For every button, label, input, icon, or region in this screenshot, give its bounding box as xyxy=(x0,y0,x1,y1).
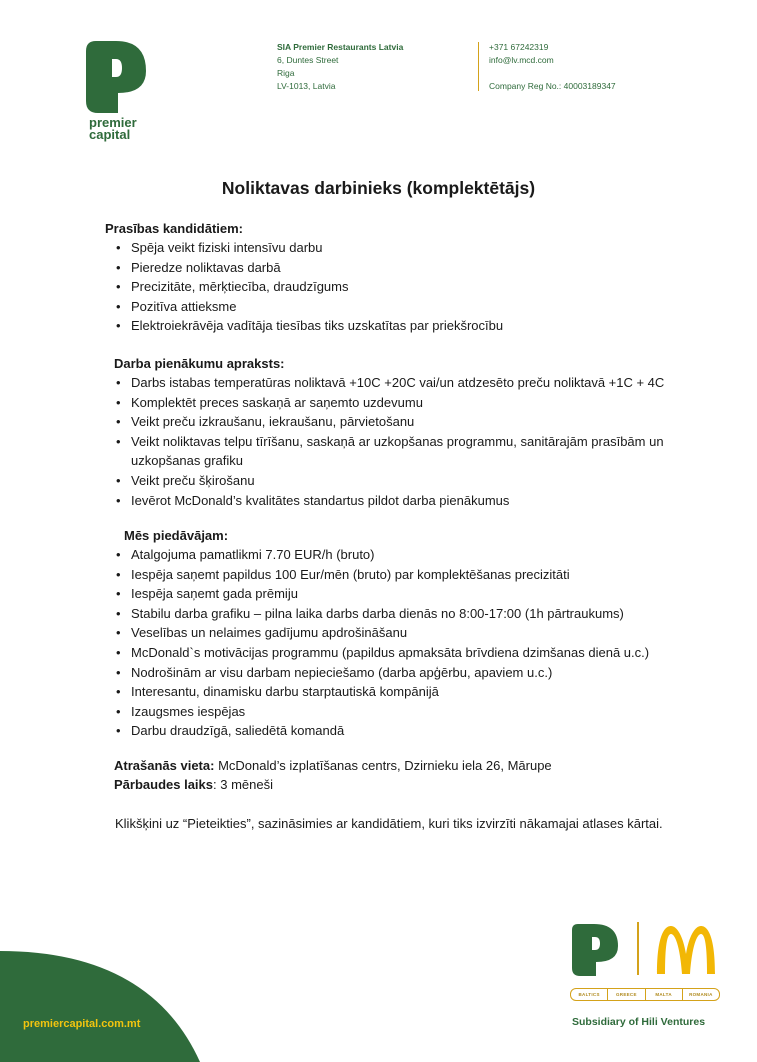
markets-bar xyxy=(570,988,720,1001)
market-malta: MALTA xyxy=(645,989,682,1000)
trial-value: : 3 mēneši xyxy=(213,777,273,792)
list-item: • Pieredze noliktavas darbā xyxy=(114,258,503,278)
address-line: LV-1013, Latvia xyxy=(277,81,336,91)
list-item: • Veikt noliktavas telpu tīrīšanu, saskaņā ar uzkopšanas programmu, sanitārajām prasībām un uzkopšanas grafiku xyxy=(114,432,714,471)
email: info@lv.mcd.com xyxy=(489,55,554,65)
trial-line xyxy=(114,775,273,795)
list-item: • Stabilu darba grafiku – pilna laika darbs darba dienās no 8:00-17:00 (1h pārtraukums) xyxy=(114,604,714,624)
list-item: • Veikt preču izkraušanu, iekraušanu, pārvietošanu xyxy=(114,412,714,432)
market-baltics: BALTICS xyxy=(578,992,600,997)
logo-wordmark xyxy=(89,117,137,141)
duties-heading: Darba pienākumu apraksts: xyxy=(114,356,285,371)
brand-divider xyxy=(637,922,639,975)
requirements-heading: Prasības kandidātiem: xyxy=(105,221,243,236)
company-reg: Company Reg No.: 40003189347 xyxy=(489,81,616,91)
trial-label: Pārbaudes laiks xyxy=(114,777,213,792)
footer-green-shape xyxy=(0,951,200,1062)
address-line: 6, Duntes Street xyxy=(277,55,339,65)
header-divider xyxy=(478,42,479,91)
footer-website-link[interactable]: premiercapital.com.mt xyxy=(23,1018,141,1030)
location-value: McDonald’s izplatīšanas centrs, Dzirnieku iela 26, Mārupe xyxy=(218,758,552,773)
list-item: • Iespēja saņemt papildus 100 Eur/mēn (bruto) par komplektēšanas precizitāti xyxy=(114,565,714,585)
list-item: • Precizitāte, mērķtiecība, draudzīgums xyxy=(114,277,503,297)
premier-capital-logo-icon xyxy=(86,41,148,113)
list-item: • Interesantu, dinamisku darbu starptautiskā kompānijā xyxy=(114,682,714,702)
list-item: • Iespēja saņemt gada prēmiju xyxy=(114,584,714,604)
subsidiary-text: Subsidiary of Hili Ventures xyxy=(572,1016,706,1028)
company-address-block xyxy=(277,41,403,93)
list-item: • Atalgojuma pamatlikmi 7.70 EUR/h (bruto) xyxy=(114,545,714,565)
market-greece: GREECE xyxy=(607,989,644,1000)
market-romania: ROMANIA xyxy=(682,989,719,1000)
location-label: Atrašanās vieta: xyxy=(114,758,215,773)
location-line xyxy=(114,756,552,776)
logo-line-1: premier xyxy=(89,115,137,130)
premier-capital-p-icon xyxy=(572,924,620,976)
list-item: • Veselības un nelaimes gadījumu apdrošināšanu xyxy=(114,623,714,643)
address-line: Riga xyxy=(277,68,295,78)
list-item: • Elektroiekrāvēja vadītāja tiesības tiks uzskatītas par priekšrocību xyxy=(114,316,503,336)
list-item: • Izaugsmes iespējas xyxy=(114,702,714,722)
job-title: Noliktavas darbinieks (komplektētājs) xyxy=(221,178,536,198)
list-item: • McDonald`s motivācijas programmu (papildus apmaksāta brīvdiena dzimšanas dienā u.c.) xyxy=(114,643,714,663)
offer-heading: Mēs piedāvājam: xyxy=(124,528,229,543)
list-item: • Komplektēt preces saskaņā ar saņemto uzdevumu xyxy=(114,393,714,413)
duties-list xyxy=(114,373,714,510)
list-item: • Veikt preču šķirošanu xyxy=(114,471,714,491)
list-item: • Spēja veikt fiziski intensīvu darbu xyxy=(114,238,503,258)
list-item: • Nodrošinām ar visu darbam nepieciešamo (darba apģērbu, apaviem u.c.) xyxy=(114,663,714,683)
mcdonalds-arches-icon xyxy=(655,924,717,974)
list-item: • Darbs istabas temperatūras noliktavā +10C +20C vai/un atdzesēto preču noliktavā +1C + 4C xyxy=(114,373,714,393)
list-item: • Pozitīva attieksme xyxy=(114,297,503,317)
list-item: • Darbu draudzīgā, saliedētā komandā xyxy=(114,721,714,741)
apply-note: Klikšķini uz “Pieteikties”, sazināsimies ar kandidātiem, kuri tiks izvirzīti nākamajai atlases kārtai. xyxy=(115,816,663,831)
contact-block xyxy=(489,41,616,93)
company-name: SIA Premier Restaurants Latvia xyxy=(277,42,404,52)
offer-list xyxy=(114,545,714,741)
logo-line-2: capital xyxy=(89,127,131,142)
phone: +371 67242319 xyxy=(489,42,549,52)
list-item: • Ievērot McDonald’s kvalitātes standartus pildot darba pienākumus xyxy=(114,491,714,511)
requirements-list xyxy=(114,238,503,336)
